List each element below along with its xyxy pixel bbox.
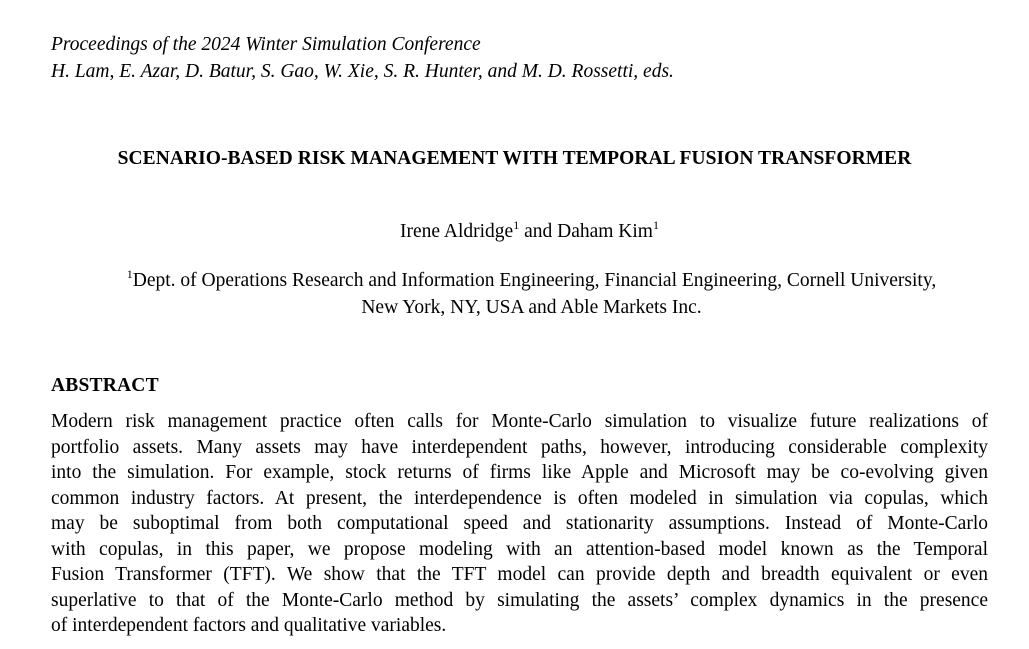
author-list [0, 220, 1029, 244]
affiliation-text: Dept. of Operations Research and Information Engineering, Financial Engineering, Cornell University, [132, 270, 937, 291]
editors-line: H. Lam, E. Azar, D. Batur, S. Gao, W. Xie, S. R. Hunter, and M. D. Rossetti, eds. [51, 61, 674, 82]
abstract-line: of interdependent factors and qualitative variables. [51, 615, 447, 636]
affiliation-line-2: New York, NY, USA and Able Markets Inc. [361, 297, 702, 318]
affiliation-marker: 1 [513, 218, 520, 232]
abstract-line: may be suboptimal from both computational speed and stationarity assumptions. Instead of Monte-Carlo [51, 513, 988, 534]
affiliation-marker: 1 [126, 267, 133, 281]
abstract-line: with copulas, in this paper, we propose modeling with an attention-based model known as the Temporal [51, 539, 988, 560]
abstract-line: superlative to that of the Monte-Carlo method by simulating the assets’ complex dynamics in the presence [51, 590, 988, 611]
author-separator: and [524, 221, 553, 242]
author-name: Daham Kim [557, 221, 653, 242]
abstract-line: Fusion Transformer (TFT). We show that the TFT model can provide depth and breadth equivalent or even [51, 564, 988, 585]
abstract-line: Modern risk management practice often calls for Monte-Carlo simulation to visualize future realizations of [51, 411, 988, 432]
paper-title: SCENARIO-BASED RISK MANAGEMENT WITH TEMPORAL FUSION TRANSFORMER [117, 148, 912, 169]
affiliation-line-1 [0, 269, 1029, 293]
abstract-heading: ABSTRACT [51, 375, 159, 396]
abstract-line: common industry factors. At present, the interdependence is often modeled in simulation via copulas, which [51, 488, 988, 509]
author-name: Irene Aldridge [400, 221, 514, 242]
abstract-line: into the simulation. For example, stock returns of firms like Apple and Microsoft may be co-evolving given [51, 462, 988, 483]
abstract-line: portfolio assets. Many assets may have interdependent paths, however, introducing considerable complexity [51, 437, 988, 458]
proceedings-line: Proceedings of the 2024 Winter Simulation Conference [51, 34, 481, 55]
affiliation-marker: 1 [652, 218, 659, 232]
